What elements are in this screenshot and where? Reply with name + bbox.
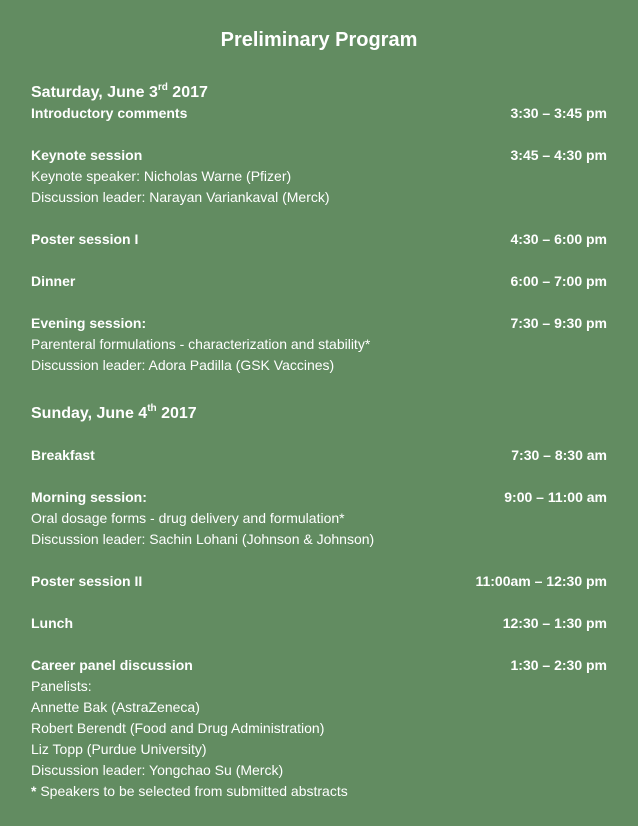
event-detail: Annette Bak (AstraZeneca) [31,699,200,715]
page-title: Preliminary Program [220,29,418,51]
event-time: 12:30 – 1:30 pm [502,615,607,631]
event-introductory-comments [31,103,607,124]
event-detail: Panelists: [31,678,92,694]
event-detail: Liz Topp (Purdue University) [31,741,207,757]
footnote-text: Speakers to be selected from submitted abstracts [36,783,348,799]
event-time: 6:00 – 7:00 pm [510,273,607,289]
day-ordinal-suffix: th [147,402,157,414]
day-heading-sunday [31,404,197,424]
event-name: Breakfast [31,447,95,463]
day-ordinal-suffix: rd [157,81,168,93]
event-name: Poster session I [31,231,139,247]
footnote [31,781,348,802]
event-name: Keynote session [31,147,143,163]
event-name: Dinner [31,273,76,289]
event-time: 1:30 – 2:30 pm [510,657,607,673]
event-detail: Discussion leader: Yongchao Su (Merck) [31,762,284,778]
event-detail: Robert Berendt (Food and Drug Administration) [31,720,325,736]
event-time: 11:00am – 12:30 pm [475,573,607,589]
event-time: 4:30 – 6:00 pm [510,231,607,247]
day-heading-text: Sunday, June 4 [31,405,148,422]
event-poster-session-2 [31,571,607,592]
event-evening-session [31,313,607,334]
event-name: Poster session II [31,573,143,589]
event-time: 7:30 – 9:30 pm [510,315,607,331]
event-name: Lunch [31,615,73,631]
event-detail: Discussion leader: Narayan Variankaval (Merck) [31,189,330,205]
event-detail: Oral dosage forms - drug delivery and formulation* [31,510,345,526]
day-heading-saturday [31,83,208,103]
day-year: 2017 [167,84,208,101]
footnote-marker: * [31,783,37,799]
event-detail: Parenteral formulations - characterization and stability* [31,336,371,352]
event-time: 7:30 – 8:30 am [511,447,607,463]
event-detail: Discussion leader: Adora Padilla (GSK Vaccines) [31,357,335,373]
event-time: 9:00 – 11:00 am [504,489,607,505]
event-name: Introductory comments [31,105,188,121]
day-heading-text: Saturday, June 3 [31,84,158,101]
event-dinner [31,271,607,292]
event-morning-session [31,487,607,508]
event-name: Morning session: [31,489,147,505]
event-detail: Discussion leader: Sachin Lohani (Johnson & Johnson) [31,531,375,547]
event-career-panel [31,655,607,676]
event-poster-session-1 [31,229,607,250]
day-year: 2017 [156,405,197,422]
event-keynote-session [31,145,607,166]
event-time: 3:30 – 3:45 pm [510,105,607,121]
event-name: Career panel discussion [31,657,193,673]
event-name: Evening session: [31,315,147,331]
event-breakfast [31,445,607,466]
event-detail: Keynote speaker: Nicholas Warne (Pfizer) [31,168,292,184]
event-lunch [31,613,607,634]
event-time: 3:45 – 4:30 pm [510,147,607,163]
